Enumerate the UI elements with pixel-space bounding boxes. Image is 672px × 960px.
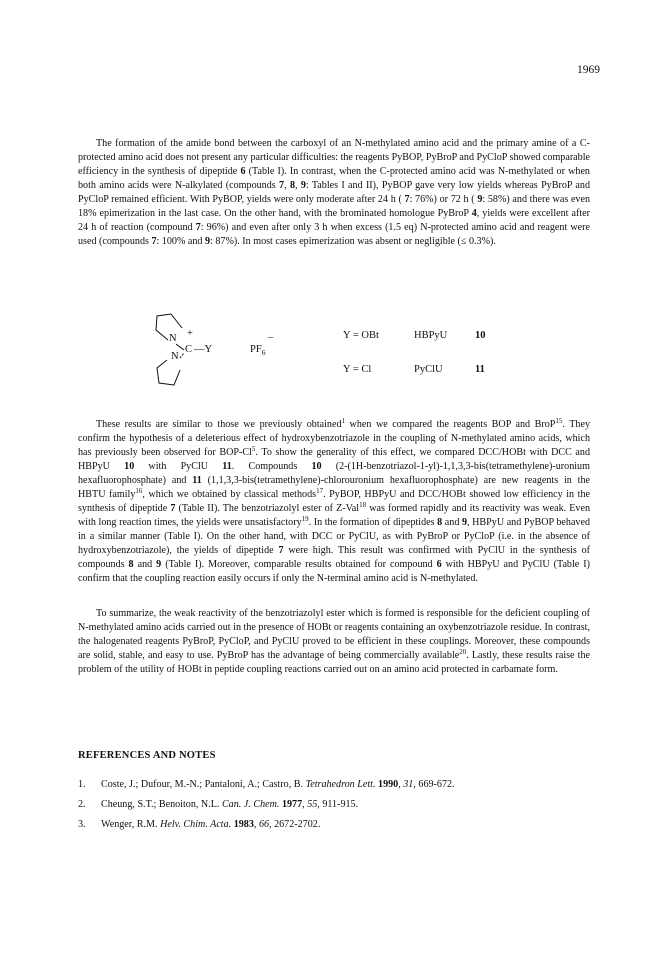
bond-top-n-c (176, 344, 184, 350)
citation-superscript: 15 (555, 417, 563, 425)
reference-item (78, 778, 590, 798)
text-run: (Table I). Moreover, comparable results obtained for compound (161, 559, 437, 570)
italic-text: 66 (258, 819, 270, 830)
reference-text (101, 798, 358, 812)
text-run: and (442, 517, 462, 528)
text-run: Cheung, S.T.; Benoiton, N.L. (101, 799, 222, 810)
text-run: . In the formation of dipeptides (308, 517, 438, 528)
counterion (250, 344, 265, 357)
text-run: , which we obtained by classical methods (142, 489, 317, 500)
compound-number: 8 (289, 180, 295, 191)
reference-text (101, 778, 455, 792)
text-run: , 669-672. (413, 779, 455, 790)
text-run: : 58%) and there was even 18% epimerization in the last case. On the other hand, with the brominated homologue PyBroP (78, 194, 590, 219)
reference-text (101, 818, 320, 832)
compound-number: 8 (128, 559, 134, 570)
compound-number: 7 (195, 222, 201, 233)
compound-number: 1977 (281, 799, 303, 810)
text-run: , yields were excellent after 24 h of reaction (compound (78, 208, 590, 233)
text-run: (Table I). In contrast, when the C-protected amino acid was N-methylated or when both amino acids were N-alkylated (compounds (78, 166, 590, 191)
positive-charge: + (187, 328, 193, 339)
compound-number: 9 (156, 559, 162, 570)
row-2-y-value: Y = Cl (343, 364, 372, 375)
italic-text: 55 (307, 799, 318, 810)
citation-superscript: 5 (251, 445, 256, 453)
top-nitrogen: N (169, 333, 177, 344)
compound-number: 1990 (378, 779, 399, 790)
text-run: was formed rapidly and its reactivity was weak. Even with long reaction times, the yields were unsatisfactory (78, 503, 590, 528)
citation-superscript: 20 (459, 648, 467, 656)
bottom-pyrrolidine-ring (157, 360, 180, 385)
text-run: , (398, 779, 404, 790)
citation-superscript: 17 (316, 487, 324, 495)
negative-charge: – (268, 332, 274, 343)
compound-number: 9 (477, 194, 483, 205)
text-run: Wenger, R.M. (101, 819, 161, 830)
reference-number: 2. (78, 799, 86, 810)
compound-number: 6 (436, 559, 442, 570)
row-1-reagent-name: HBPyU (414, 330, 448, 341)
row-1-y-value: Y = OBt (343, 330, 379, 341)
references-list (78, 778, 590, 838)
citation-superscript: 1 (341, 417, 345, 425)
compound-number: 10 (311, 461, 322, 472)
bottom-nitrogen: N (171, 351, 179, 362)
compound-number: 1983 (233, 819, 254, 830)
text-run: (2-(1H-benzotriazol-1-yl)-1,1,3,3-bis(tetramethylene)-uronium hexafluorophosphate) and (78, 461, 590, 486)
text-run: : 96%) and even after only 3 h when excess (1.5 eq) N-protected amino acid and reagent were used (compounds (78, 222, 590, 247)
y-substituent: —Y (194, 344, 213, 355)
compound-number: 7 (404, 194, 410, 205)
reference-number: 1. (78, 779, 86, 790)
text-run: , HBPyU and PyBOP behaved in a similar manner (Table I). On the other hand, with DCC or PyClU, as with PyBroP or PyCloP (i.e. in the absence of hydroxybenzotriazole), the yields of dipeptide (78, 517, 591, 556)
references-heading: REFERENCES AND NOTES (78, 750, 216, 761)
compound-number: 8 (437, 517, 443, 528)
compound-number: 7 (278, 545, 284, 556)
text-run: (Table II). The benzotriazolyl ester of Z-Val (175, 503, 360, 514)
compound-number: 7 (279, 180, 285, 191)
bond-bottom-n-c (180, 353, 184, 358)
compound-number: 7 (170, 503, 176, 514)
text-run: (1,1,3,3-bis(tetramethylene)-chlorouronium hexafluorophosphate) are new reagents in the HBTU family (78, 475, 590, 500)
reference-item (78, 818, 590, 838)
text-run: : 100% and (156, 236, 205, 247)
paragraph-2 (78, 418, 590, 586)
compound-number: 6 (240, 166, 246, 177)
compound-number: 7 (151, 236, 157, 247)
compound-number: 9 (461, 517, 468, 528)
text-run: : Tables I and II), PyBOP gave very low yields whereas PyBroP and PyCloP remained efficient. With PyBOP, yields were only moderate after 24 h ( (78, 180, 591, 205)
text-run: To summarize, the weak reactivity of the benzotriazolyl ester which is formed is responsible for the deficient coupling of N-methylated amino acids carried out in the presence of HOBt or reagents containing an oxybenzotriazole residue. In contrast, the halogenated reagents PyBroP, PyCloP, and PyClU proved to be efficient in these couplings. Moreover, these compounds are solid, stable, and easy to use. PyBroP has the advantage of being commercially available (78, 608, 590, 661)
compound-number: 4 (471, 208, 477, 219)
reference-item (78, 798, 590, 818)
compound-number: 11 (222, 461, 232, 472)
text-run: were high. This result was confirmed with PyClU in the synthesis of compounds (78, 545, 590, 570)
italic-text: Helv. Chim. Acta. (160, 819, 232, 830)
text-run: with PyClU (134, 461, 223, 472)
text-run: . PyBOP, HBPyU and DCC/HOBt showed low efficiency in the synthesis of dipeptide (78, 489, 590, 514)
reference-number: 3. (78, 819, 86, 830)
text-run: , (253, 819, 259, 830)
paragraph-1 (78, 137, 590, 249)
text-run: , (294, 180, 301, 191)
text-run: Coste, J.; Dufour, M.-N.; Pantaloni, A.; Castro, B. (101, 779, 306, 790)
text-run: . They confirm the hypothesis of a deleterious effect of hydroxybenzotriazole in the coupling of N-methylated amino acids, which has previously been observed for BOP-Cl (78, 419, 591, 458)
paragraph-3 (78, 607, 590, 677)
compound-number: 9 (300, 180, 306, 191)
counterion-subscript: 6 (261, 348, 266, 358)
text-run: , 2672-2702. (269, 819, 321, 830)
text-run: . Compounds (231, 461, 312, 472)
text-run: with HBPyU and PyClU (Table I) confirm that the coupling reaction easily occurs if only the N-terminal amino acid is N-methylated. (78, 559, 590, 584)
compound-number: 10 (124, 461, 135, 472)
counterion-text: PF (250, 344, 262, 355)
central-carbon: C (185, 344, 193, 355)
text-run: when we compared the reagents BOP and BroP (345, 419, 556, 430)
text-run: , (302, 799, 308, 810)
compound-number: 11 (192, 475, 202, 486)
text-run: The formation of the amide bond between the carboxyl of an N-methylated amino acid and the primary amine of a C-protected amino acid does not present any particular difficulties: the reagents PyBOP, PyBroP and PyCloP showed comparable efficiency in the synthesis of dipeptide (78, 138, 590, 177)
italic-text: Tetrahedron Lett. (305, 779, 376, 790)
row-2-compound-number: 11 (475, 364, 485, 375)
row-1-compound-number: 10 (475, 330, 486, 341)
text-run: , (284, 180, 290, 191)
text-run: and (133, 559, 157, 570)
text-run: : 76%) or 72 h ( (409, 194, 478, 205)
citation-superscript: 19 (301, 515, 309, 523)
text-run: These results are similar to those we previously obtained (96, 419, 342, 430)
text-run: . To show the generality of this effect, we compared DCC/HOBt with DCC and HBPyU (78, 447, 591, 472)
row-2-reagent-name: PyClU (414, 364, 443, 375)
italic-text: 31 (403, 779, 414, 790)
italic-text: Can. J. Chem. (221, 799, 280, 810)
chemical-structure (150, 306, 570, 390)
text-run: . Lastly, these results raise the problem of the utility of HOBt in peptide coupling reactions carried out on an amino acid protected in carbamate form. (78, 650, 590, 675)
page-number: 1969 (577, 64, 600, 76)
text-run: : 87%). In most cases epimerization was absent or negligible (≤ 0.3%). (210, 236, 496, 247)
compound-number: 9 (205, 236, 211, 247)
text-run: , 911-915. (317, 799, 359, 810)
citation-superscript: 18 (359, 501, 367, 509)
citation-superscript: 16 (135, 487, 143, 495)
